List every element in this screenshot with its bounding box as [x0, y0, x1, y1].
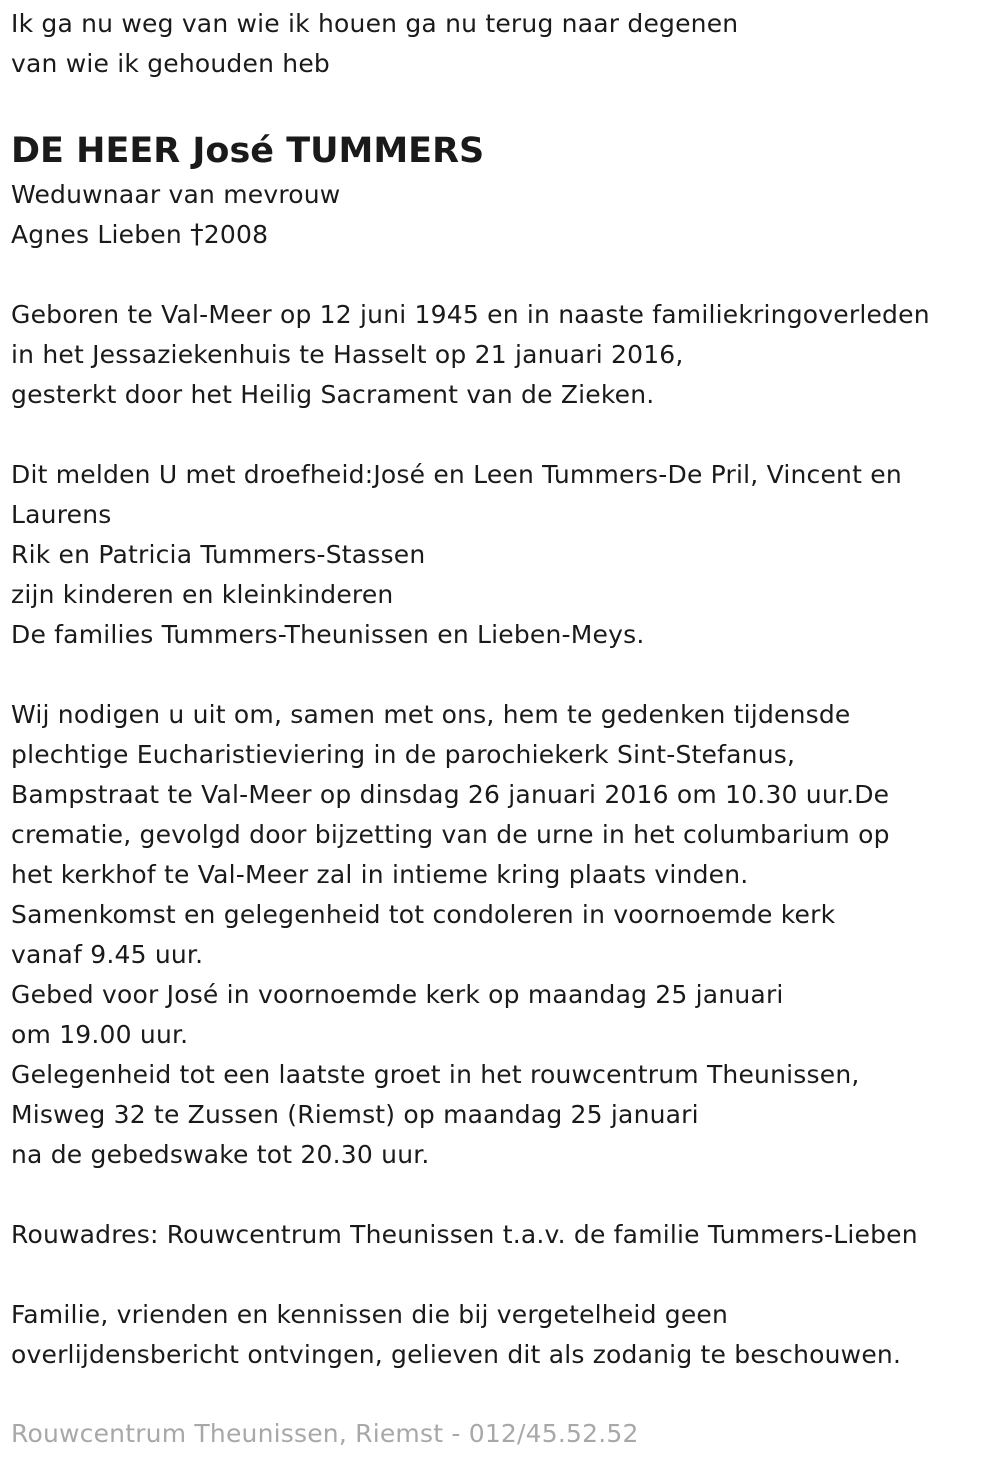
paragraph-line: Gebed voor José in voornoemde kerk op maandag 25 januari — [11, 980, 784, 1009]
spacer — [11, 415, 990, 455]
funeral-home-footer: Rouwcentrum Theunissen, Riemst - 012/45.52.52 — [11, 1419, 639, 1448]
spouse-name: Agnes Lieben — [11, 220, 182, 249]
paragraph-line: Familie, vrienden en kennissen die bij vergetelheid geen — [11, 1300, 729, 1329]
spouse-block — [11, 175, 990, 255]
paragraph-line: Dit melden U met droefheid:José en Leen Tummers-De Pril, Vincent en — [11, 460, 902, 489]
spouse-line — [11, 215, 990, 255]
motto-line: Ik ga nu weg van wie ik houen ga nu terug naar degenen — [11, 9, 739, 38]
birth-death-paragraph — [11, 295, 990, 415]
paragraph-line: vanaf 9.45 uur. — [11, 940, 204, 969]
paragraph-line: Gelegenheid tot een laatste groet in het rouwcentrum Theunissen, — [11, 1060, 860, 1089]
paragraph-line: Rik en Patricia Tummers-Stassen — [11, 540, 426, 569]
family-paragraph — [11, 455, 990, 655]
paragraph-line: in het Jessaziekenhuis te Hasselt op 21 januari 2016, — [11, 340, 684, 369]
motto — [11, 4, 990, 84]
paragraph-line: Samenkomst en gelegenheid tot condoleren in voornoemde kerk — [11, 900, 836, 929]
paragraph-line: Geboren te Val-Meer op 12 juni 1945 en in naaste familiekringoverleden — [11, 300, 930, 329]
paragraph-line: De families Tummers-Theunissen en Lieben-Meys. — [11, 620, 645, 649]
paragraph-line: crematie, gevolgd door bijzetting van de urne in het columbarium op — [11, 820, 890, 849]
paragraph-line: overlijdensbericht ontvingen, gelieven dit als zodanig te beschouwen. — [11, 1340, 902, 1369]
spacer — [11, 1255, 990, 1295]
deceased-name: DE HEER José TUMMERS — [11, 131, 485, 171]
spacer — [11, 1175, 990, 1215]
mourning-address: Rouwadres: Rouwcentrum Theunissen t.a.v. de familie Tummers-Lieben — [11, 1220, 918, 1249]
spacer — [11, 255, 990, 295]
paragraph-line: Bampstraat te Val-Meer op dinsdag 26 januari 2016 om 10.30 uur.De — [11, 780, 890, 809]
paragraph-line: na de gebedswake tot 20.30 uur. — [11, 1140, 430, 1169]
paragraph-line: zijn kinderen en kleinkinderen — [11, 580, 394, 609]
ceremony-paragraph — [11, 695, 990, 1175]
paragraph-line: Laurens — [11, 500, 112, 529]
paragraph-line: om 19.00 uur. — [11, 1020, 189, 1049]
closing-paragraph — [11, 1295, 990, 1375]
paragraph-line: Misweg 32 te Zussen (Riemst) op maandag 25 januari — [11, 1100, 699, 1129]
motto-line: van wie ik gehouden heb — [11, 49, 330, 78]
paragraph-line: Wij nodigen u uit om, samen met ons, hem te gedenken tijdensde — [11, 700, 851, 729]
spouse-year: 2008 — [203, 220, 269, 249]
cross-icon: † — [190, 219, 204, 250]
spacer — [11, 655, 990, 695]
paragraph-line: gesterkt door het Heilig Sacrament van de Zieken. — [11, 380, 655, 409]
widower-line: Weduwnaar van mevrouw — [11, 180, 341, 209]
paragraph-line: plechtige Eucharistieviering in de parochiekerk Sint-Stefanus, — [11, 740, 796, 769]
paragraph-line: het kerkhof te Val-Meer zal in intieme kring plaats vinden. — [11, 860, 749, 889]
